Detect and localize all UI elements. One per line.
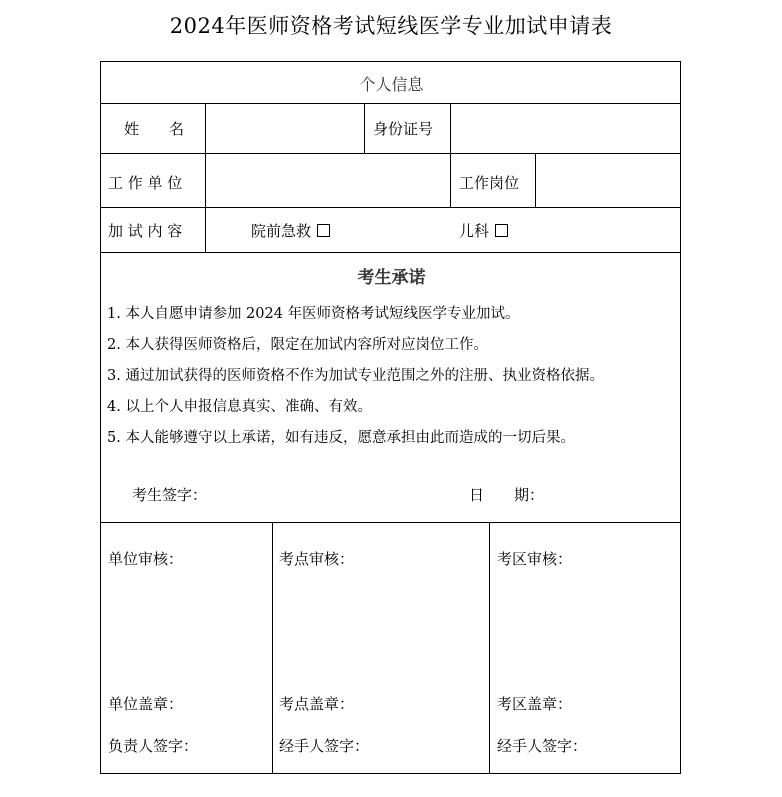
site-seal-label: 考点盖章： xyxy=(279,695,355,713)
work-post-label: 工作岗位 xyxy=(459,174,520,192)
unit-seal-label: 单位盖章： xyxy=(108,695,184,713)
divider xyxy=(101,252,680,253)
divider xyxy=(101,153,680,154)
work-unit-label: 工 作 单 位 xyxy=(108,174,183,192)
personal-info-header: 个人信息 xyxy=(359,75,424,94)
option-emergency[interactable] xyxy=(251,220,330,241)
divider xyxy=(101,103,680,104)
pledge-item: 5. 本人能够遵守以上承诺，如有违反，愿意承担由此而造成的一切后果。 xyxy=(107,430,575,446)
district-seal-label: 考区盖章： xyxy=(497,695,573,713)
site-review-label: 考点审核： xyxy=(279,550,355,568)
site-signer-label: 经手人签字： xyxy=(279,737,370,755)
name-label: 姓 名 xyxy=(124,120,185,138)
id-number-label: 身份证号 xyxy=(373,120,434,138)
emergency-checkbox[interactable] xyxy=(317,224,330,237)
divider xyxy=(205,153,206,207)
divider xyxy=(489,522,490,773)
divider xyxy=(101,207,680,208)
pledge-item: 1. 本人自愿申请参加 2024 年医师资格考试短线医学专业加试。 xyxy=(107,306,520,322)
divider xyxy=(205,207,206,252)
unit-signer-label: 负责人签字： xyxy=(108,737,199,755)
candidate-signature-label: 考生签字： xyxy=(132,486,208,504)
unit-review-label: 单位审核： xyxy=(108,550,184,568)
pledge-item: 3. 通过加试获得的医师资格不作为加试专业范围之外的注册、执业资格依据。 xyxy=(107,368,604,384)
date-label: 日 期： xyxy=(469,486,545,504)
pledge-header: 考生承诺 xyxy=(357,268,426,288)
pledge-item: 2. 本人获得医师资格后，限定在加试内容所对应岗位工作。 xyxy=(107,337,488,353)
pledge-item: 4. 以上个人申报信息真实、准确、有效。 xyxy=(107,399,372,415)
form-title: 2024年医师资格考试短线医学专业加试申请表 xyxy=(169,14,613,38)
divider xyxy=(535,153,536,207)
divider xyxy=(450,103,451,153)
pediatrics-checkbox[interactable] xyxy=(495,224,508,237)
divider xyxy=(205,103,206,153)
option-pediatrics-label: 儿科 xyxy=(459,222,490,240)
option-pediatrics[interactable] xyxy=(459,220,508,241)
district-signer-label: 经手人签字： xyxy=(497,737,588,755)
divider xyxy=(450,153,451,207)
option-emergency-label: 院前急救 xyxy=(251,222,312,240)
divider xyxy=(101,522,680,523)
exam-content-label: 加 试 内 容 xyxy=(108,222,183,240)
district-review-label: 考区审核： xyxy=(497,550,573,568)
divider xyxy=(364,103,365,153)
divider xyxy=(272,522,273,773)
application-form-table xyxy=(100,61,681,774)
